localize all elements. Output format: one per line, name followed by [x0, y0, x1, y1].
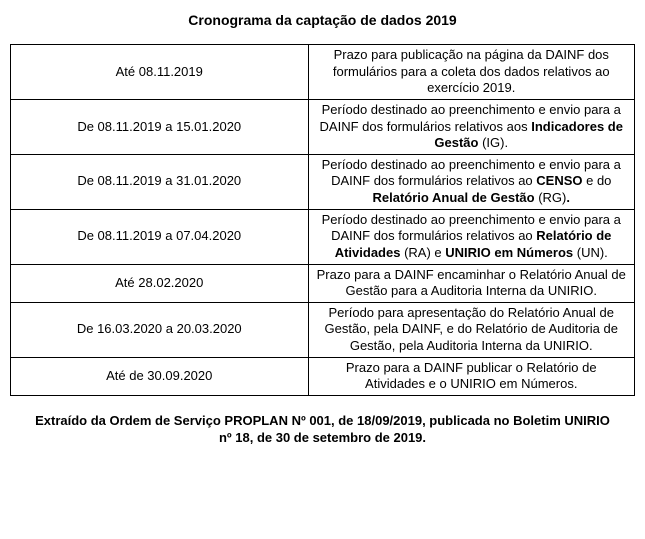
description-cell: Período destinado ao preenchimento e envio para a DAINF dos formulários relativos ao Relatório de Atividades (RA) e UNIRIO em Números (UN). [308, 209, 635, 264]
description-cell: Prazo para a DAINF publicar o Relatório de Atividades e o UNIRIO em Números. [308, 357, 635, 395]
period-cell: De 08.11.2019 a 31.01.2020 [11, 154, 309, 209]
period-cell: Até de 30.09.2020 [11, 357, 309, 395]
table-row [11, 154, 635, 209]
period-cell: De 08.11.2019 a 07.04.2020 [11, 209, 309, 264]
description-cell: Período destinado ao preenchimento e envio para a DAINF dos formulários relativos ao CENSO e do Relatório Anual de Gestão (RG). [308, 154, 635, 209]
description-cell: Período destinado ao preenchimento e envio para a DAINF dos formulários relativos aos Indicadores de Gestão (IG). [308, 99, 635, 154]
period-cell: De 08.11.2019 a 15.01.2020 [11, 99, 309, 154]
page-title: Cronograma da captação de dados 2019 [188, 12, 457, 28]
source-note: Extraído da Ordem de Serviço PROPLAN Nº 001, de 18/09/2019, publicada no Boletim UNIRIO nº 18, de 30 de setembro de 2019. [35, 412, 610, 446]
period-cell: Até 08.11.2019 [11, 45, 309, 100]
table-row [11, 264, 635, 302]
description-cell: Período para apresentação do Relatório Anual de Gestão, pela DAINF, e do Relatório de Auditoria de Gestão, pela Auditoria Interna da UNIRIO. [308, 302, 635, 357]
period-cell: De 16.03.2020 a 20.03.2020 [11, 302, 309, 357]
table-row [11, 302, 635, 357]
period-cell: Até 28.02.2020 [11, 264, 309, 302]
table-row [11, 209, 635, 264]
table-row [11, 99, 635, 154]
table-row [11, 357, 635, 395]
description-cell: Prazo para publicação na página da DAINF dos formulários para a coleta dos dados relativos ao exercício 2019. [308, 45, 635, 100]
schedule-table [10, 44, 635, 396]
table-row [11, 45, 635, 100]
description-cell: Prazo para a DAINF encaminhar o Relatório Anual de Gestão para a Auditoria Interna da UNIRIO. [308, 264, 635, 302]
